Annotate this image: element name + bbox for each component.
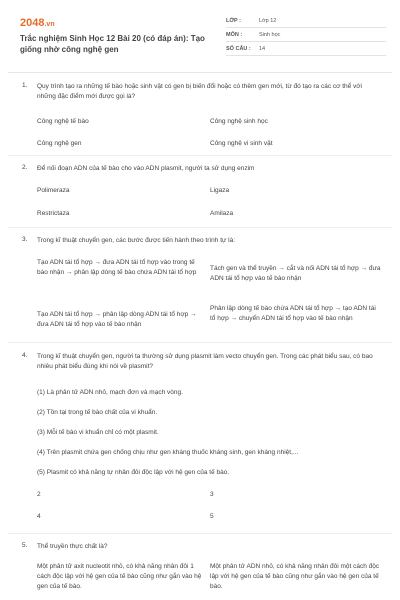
question-text: Thể truyền thực chất là? — [37, 543, 108, 550]
statement: (2) Tồn tại trong tế bào chất của vi khuẩn. — [37, 409, 158, 416]
answer-option[interactable]: Công nghệ vi sinh vật — [210, 140, 273, 147]
question-text: Quy trình tạo ra những tế bào hoặc sinh vật có gen bị biến đổi hoặc có thêm gen mới, từ đó tạo ra các cơ thể với những đặc điểm mới được gọi là? — [37, 83, 363, 100]
meta-value: 14 — [259, 45, 266, 52]
question-text: Trong kĩ thuật chuyển gen, các bước được tiến hành theo trình tự là: — [37, 237, 236, 244]
meta-table — [226, 14, 386, 56]
question-divider — [8, 533, 392, 534]
question-text: Trong kĩ thuật chuyển gen, người ta thường sử dụng plasmit làm vecto chuyển gen. Trong các phát biểu sau, có bao nhiêu phát biểu đúng khi nói về plasmit? — [37, 353, 373, 370]
answer-option[interactable]: Tạo ADN tái tổ hợp → phân lập dòng ADN tái tổ hợp → đưa ADN tái tổ hợp vào tế bào nhận — [37, 311, 197, 328]
answer-option[interactable]: Công nghệ sinh học — [210, 118, 268, 125]
logo-suffix: .vn — [44, 21, 55, 28]
question-text: Để nối đoạn ADN của tế bào cho vào ADN plasmit, người ta sử dụng enzim — [37, 165, 255, 172]
answer-option[interactable]: Ligaza — [210, 187, 230, 194]
statement: (4) Trên plasmit chứa gen chống chịu như gen kháng thuốc kháng sinh, gen kháng nhiệt,... — [37, 449, 299, 456]
question-number: 1. — [22, 82, 28, 89]
answer-option[interactable]: Công nghệ tế bào — [37, 118, 89, 125]
question-number: 2. — [22, 164, 28, 171]
meta-value: Sinh học — [259, 31, 281, 38]
question-number: 4. — [22, 352, 28, 359]
question-divider — [8, 155, 392, 156]
answer-option[interactable]: Phân lập dòng tế bào chứa ADN tái tổ hợp → tạo ADN tái tổ hợp → chuyển ADN tái tổ hợp vào tế bào nhận — [210, 305, 376, 322]
statement: (5) Plasmit có khả năng tự nhân đôi độc lập với hệ gen của tế bào. — [37, 469, 230, 476]
answer-option[interactable]: Restrictaza — [37, 210, 70, 217]
question-number: 5. — [22, 542, 28, 549]
statement: (1) Là phân tử ADN nhỏ, mạch đơn và mạch vòng. — [37, 389, 183, 396]
answer-option[interactable]: Tạo ADN tái tổ hợp → đưa ADN tái tổ hợp vào trong tế bào nhận → phân lập dòng tế bào chứa ADN tái tổ hợp — [37, 259, 197, 276]
logo-brand: 2048 — [20, 17, 45, 29]
meta-key: SỐ CÂU : — [226, 45, 251, 52]
answer-option[interactable]: 5 — [210, 513, 214, 520]
meta-key: MÔN : — [226, 31, 243, 38]
answer-option[interactable]: Polimeraza — [37, 187, 70, 194]
header — [8, 8, 392, 66]
meta-row-count — [226, 42, 386, 56]
statement: (3) Mỗi tế bào vi khuẩn chỉ có một plasmit. — [37, 429, 159, 436]
answer-option[interactable]: 3 — [210, 491, 214, 498]
meta-row-class — [226, 14, 386, 28]
question-number: 3. — [22, 236, 28, 243]
meta-key: LỚP : — [226, 17, 241, 24]
answer-option[interactable]: Amilaza — [210, 210, 234, 217]
answer-option[interactable]: Một phân tử axit nucleotit nhỏ, có khả năng nhân đôi 1 cách độc lập với hệ gen của tế bào cũng như gắn vào hệ gen của tế bào. — [37, 563, 202, 590]
meta-row-subject — [226, 28, 386, 42]
answer-option[interactable]: Một phân tử ADN nhỏ, có khả năng nhân đôi một cách độc lập với hệ gen của tế bào cũng như gắn vào hệ gen của tế bào. — [210, 563, 380, 590]
header-divider — [8, 72, 392, 73]
answer-option[interactable]: 2 — [37, 491, 41, 498]
answer-option[interactable]: Tách gen và thể truyền → cắt và nối ADN tái tổ hợp → đưa ADN tái tổ hợp vào tế bào nhận — [210, 265, 381, 282]
page-title: Trắc nghiệm Sinh Học 12 Bài 20 (có đáp án): Tạo giống nhờ công nghệ gen — [20, 34, 205, 54]
question-divider — [8, 227, 392, 228]
question-divider — [8, 342, 392, 343]
meta-value: Lớp 12 — [259, 17, 277, 24]
answer-option[interactable]: 4 — [37, 513, 41, 520]
answer-option[interactable]: Công nghệ gen — [37, 140, 82, 147]
site-logo[interactable] — [20, 17, 55, 29]
